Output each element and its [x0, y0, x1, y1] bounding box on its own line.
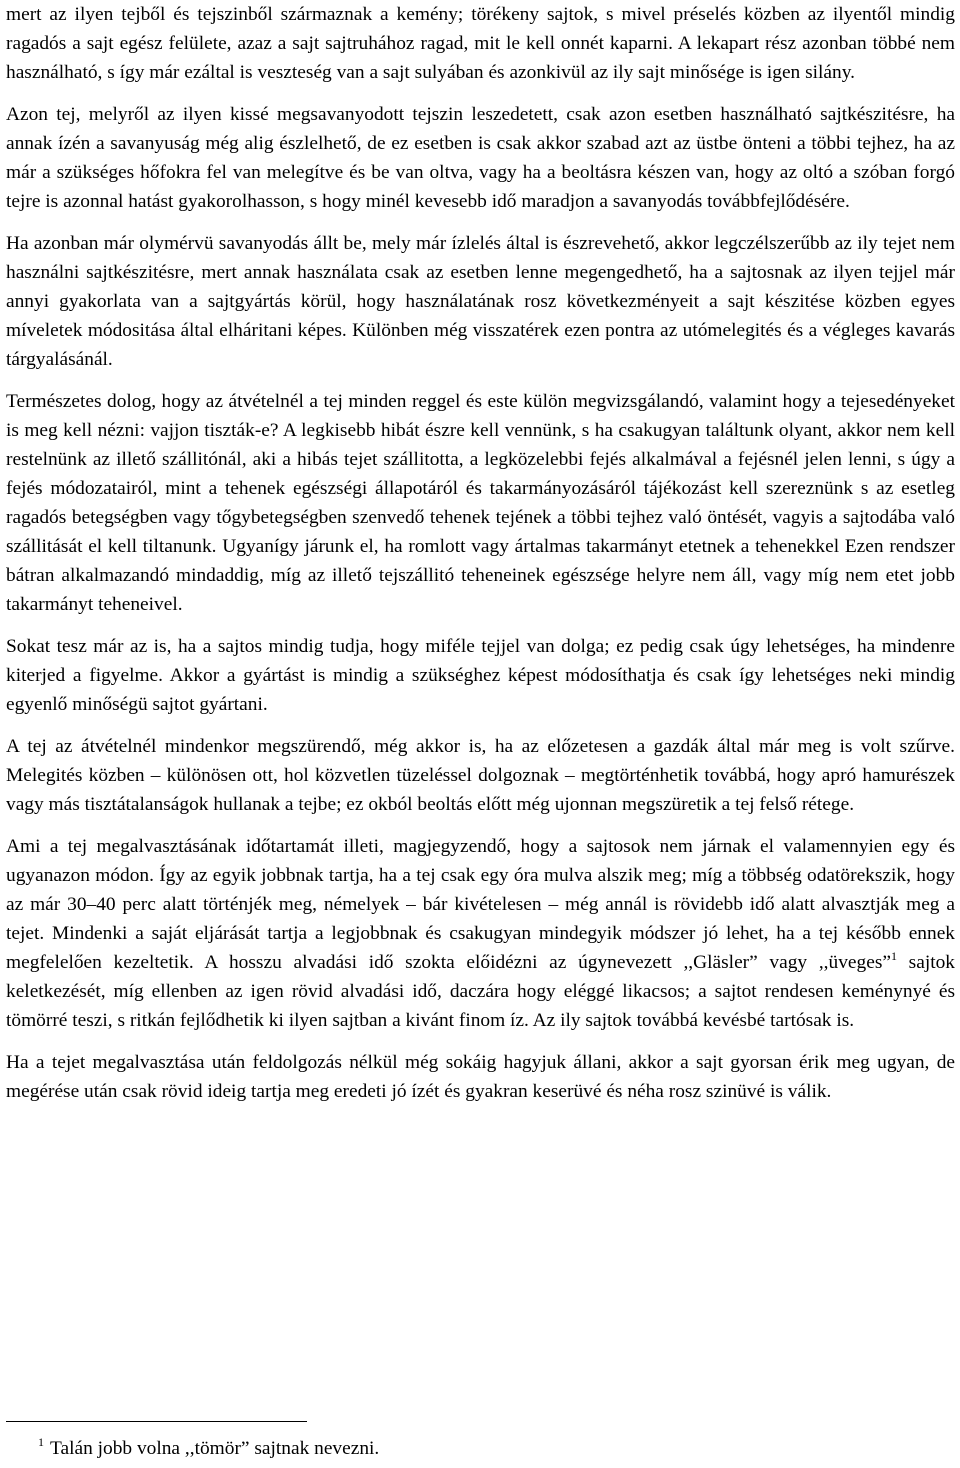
paragraph: Sokat tesz már az is, ha a sajtos mindig tudja, hogy miféle tejjel van dolga; ez pedig csak úgy lehetséges, ha mindenre kiterjed a figyelme. Akkor a gyártást is mindig a szükséghez képest módosíthatja és csak így lehetséges neki mindig egyenlő minőségü sajtot gyártani. — [6, 636, 955, 715]
footnote-text: Talán jobb volna ,,tömör” sajtnak nevezni. — [50, 1438, 380, 1459]
paragraph: Ha azonban már olymérvü savanyodás állt be, mely már ízlelés által is észrevehető, akkor legczélszerűbb az ily tejet nem használni sajtkészitésre, mert annak használata csak az esetben lenne megengedhető, ha a sajtosnak az ilyen tejjel már annyi gyakorlata van a sajtgyártás körül, hogy használatának rosz következményeit a sajt készitése közben egyes míveletek módositása által elháritani képes. Különben még visszatérek ezen pontra az utómelegités és a végleges kavarás tárgyalásánál. — [6, 233, 955, 370]
paragraph-text-after-footnote: sajtok keletkezését, míg ellenben az igen rövid alvadási idő, daczára hogy eléggé likacsos; a sajtot rendesen keménynyé és tömörré teszi, s ritkán fejlődhetik ki ilyen sajtban a kivánt finom íz. Az ily sajtok továbbá kevésbé tartósak is. — [6, 952, 955, 1031]
paragraph: mert az ilyen tejből és tejszinből származnak a kemény; törékeny sajtok, s mivel préselés közben az ilyentől mindig ragadós a sajt egész felülete, azaz a sajt sajtruhához ragad, mit le kell onnét kaparni. A lekapart rész azonban többé nem használható, s így már ezáltal is veszteség van a sajt sulyában és azonkivül az ily sajt minősége is igen silány. — [6, 4, 955, 83]
paragraph: Azon tej, melyről az ilyen kissé megsavanyodott tejszin leszedetett, csak azon esetben használható sajtkészitésre, ha annak ízén a savanyuság még alig észlelhető, de ez esetben is csak akkor szabad azt az üstbe önteni a többi tejhez, ha az már a szükséges hőfokra fel van melegítve és be van oltva, vagy ha a beoltásra készen van, hogy az oltó a szóban forgó tejre is azonnal hatást gyakorolhasson, s hogy minél kevesebb idő maradjon a savanyodás továbbfejlődésére. — [6, 104, 955, 212]
document-page — [6, 0, 955, 1119]
paragraph: Természetes dolog, hogy az átvételnél a tej minden reggel és este külön megvizsgálandó, valamint hogy a tejesedényeket is meg kell nézni: vajjon tiszták-e? A legkisebb hibát észre kell vennünk, s ha csakugyan találtunk olyant, akkor nem kell restelnünk az illető szállitónál, aki a hibás tejet szállitotta, a legközelebbi fejés alkalmával a fejésnél jelen lenni, s úgy a fejés módozatairól, mint a tehenek egészségi állapotáról és takarmányozásáról tájékozást kell szereznünk s az esetleg ragadós betegségben vagy tőgybetegségben szenvedő tehenek tejének a többi tejhez való öntését, vagyis a sajtodába való szállitását el kell tiltanunk. Ugyanígy járunk el, ha romlott vagy ártalmas takarmányt etetnek a tehenekkel Ezen rendszer bátran alkalmazandó mindaddig, míg az illető tejszállitó teheneinek egészsége helyre nem áll, vagy míg nem etet jobb takarmányt teheneivel. — [6, 391, 955, 615]
paragraph-with-footnote — [6, 832, 955, 1035]
paragraph: Ha a tejet megalvasztása után feldolgozás nélkül még sokáig hagyjuk állani, akkor a sajt gyorsan érik meg ugyan, de megérése után csak rövid ideig tartja meg eredeti jó ízét és gyakran keserüvé és néha rosz szinüvé is válik. — [6, 1052, 955, 1102]
footnote — [38, 1434, 379, 1463]
paragraph-text-before-footnote: Ami a tej megalvasztásának időtartamát illeti, magjegyzendő, hogy a sajtosok nem járnak el valamennyien egy és ugyanazon módon. Így az egyik jobbnak tartja, ha a tej csak egy óra mulva alszik meg; míg a többség odatörekszik, hogy az már 30–40 perc alatt történjék meg, némelyek – bár kivételesen – még annál is rövidebb idő alatt alvasztják meg a tejet. Mindenki a saját eljárását tartja a legjobbnak és csakugyan mindegyik módszer jó lehet, ha a tej később ennek megfelelően kezeltetik. A hosszu alvadási idő szokta előidézni az úgynevezett ,,Gläsler” vagy ,,üveges” — [6, 836, 955, 973]
footnote-separator — [6, 1421, 307, 1422]
footnote-reference: 1 — [890, 949, 897, 963]
footnote-number: 1 — [38, 1435, 44, 1449]
paragraph: A tej az átvételnél mindenkor megszürendő, még akkor is, ha az előzetesen a gazdák által már meg is volt szűrve. Melegités közben – különösen ott, hol közvetlen tüzeléssel dolgoznak – megtörténhetik továbbá, hogy apró hamurészek vagy más tisztátalanságok hullanak a tejbe; ez okból beoltás előtt még ujonnan megszüretik a tej felső rétege. — [6, 736, 955, 815]
